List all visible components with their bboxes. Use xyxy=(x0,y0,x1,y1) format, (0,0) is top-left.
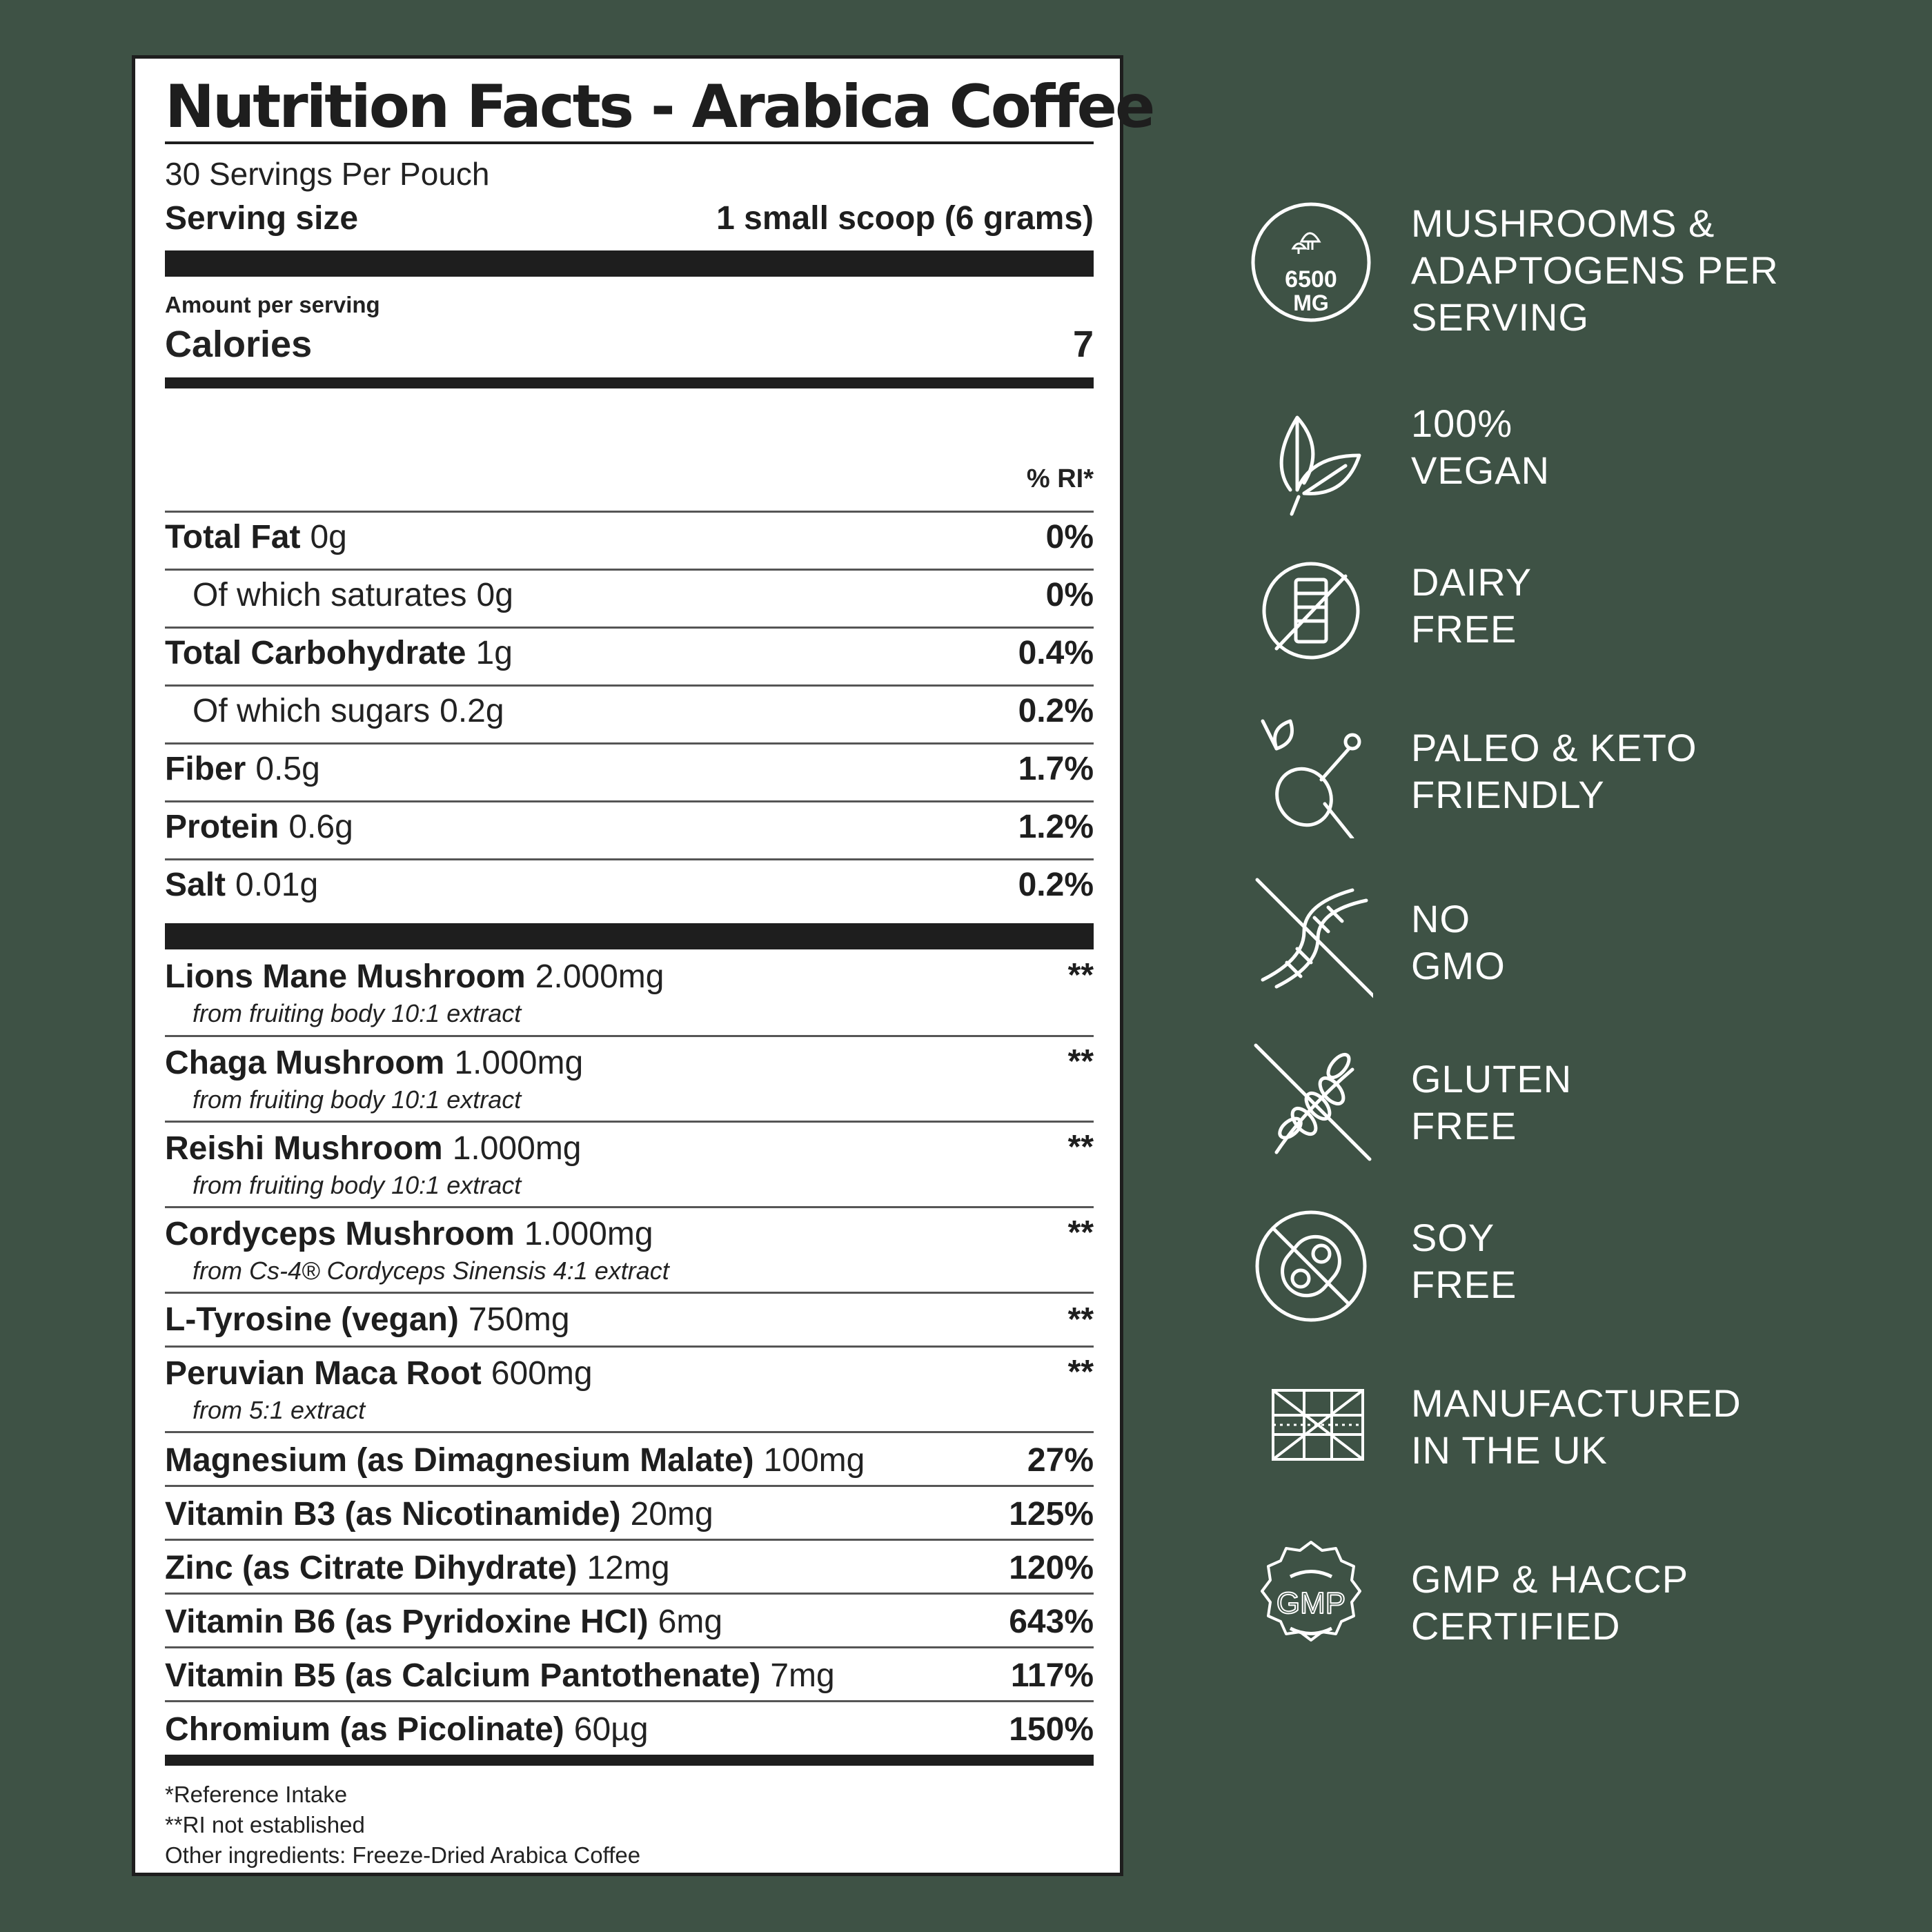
svg-text:6500: 6500 xyxy=(1285,266,1337,293)
feature-soy-free xyxy=(1249,1204,1870,1328)
feature-mushrooms xyxy=(1249,200,1870,339)
table-row xyxy=(165,1593,1094,1646)
svg-text:MG: MG xyxy=(1293,290,1329,315)
label-title: Nutrition Facts - Arabica Coffee xyxy=(165,72,1154,141)
no-dairy-icon xyxy=(1249,559,1373,683)
ingredient-ri: 150% xyxy=(1009,1711,1094,1748)
nutrient-name: Protein 0.6g xyxy=(165,809,353,845)
calories-value: 7 xyxy=(1072,324,1094,365)
nutrient-name: Total Fat 0g xyxy=(165,519,347,555)
ingredient-ri: 117% xyxy=(1010,1657,1094,1694)
nutrient-ri: 0% xyxy=(1045,519,1094,555)
mushroom-6500mg-badge-icon xyxy=(1249,200,1373,324)
table-row xyxy=(165,1485,1094,1539)
feature-manufactured-uk xyxy=(1249,1370,1870,1494)
uk-flag-icon xyxy=(1249,1370,1373,1494)
ri-header: % RI* xyxy=(1026,464,1094,493)
feature-dairy-free xyxy=(1249,559,1870,683)
nutrient-name: Fiber 0.5g xyxy=(165,751,320,787)
ingredient-name: L-Tyrosine (vegan) 750mg xyxy=(165,1301,570,1338)
table-row xyxy=(165,858,1094,916)
nutrient-name: Of which saturates 0g xyxy=(193,577,513,613)
ingredient-name: Vitamin B5 (as Calcium Pantothenate) 7mg xyxy=(165,1657,835,1694)
table-row xyxy=(165,742,1094,800)
feature-text: GLUTEN FREE xyxy=(1411,1057,1573,1147)
nutrient-name: Total Carbohydrate 1g xyxy=(165,635,513,671)
table-row xyxy=(165,1700,1094,1754)
table-row xyxy=(165,684,1094,742)
ingredient-name: Chromium (as Picolinate) 60µg xyxy=(165,1711,649,1748)
serving-size-value: 1 small scoop (6 grams) xyxy=(716,200,1094,237)
medium-divider xyxy=(165,377,1094,388)
ingredient-ri: ** xyxy=(1067,1214,1094,1251)
nutrient-ri: 0.2% xyxy=(1018,867,1094,903)
table-row xyxy=(165,1121,1094,1206)
nutrient-name: Salt 0.01g xyxy=(165,867,319,903)
feature-vegan xyxy=(1249,393,1870,518)
amount-per-serving: Amount per serving xyxy=(165,292,380,317)
table-row xyxy=(165,949,1094,1035)
nutrient-ri: 0.2% xyxy=(1018,693,1094,729)
ingredient-note: from 5:1 extract xyxy=(193,1396,366,1424)
feature-text: MUSHROOMS & ADAPTOGENS PER SERVING xyxy=(1411,201,1779,339)
feature-text: DAIRY FREE xyxy=(1411,560,1532,651)
feature-text: GMP & HACCP CERTIFIED xyxy=(1411,1557,1689,1648)
table-row xyxy=(165,800,1094,858)
table-row xyxy=(165,1035,1094,1121)
leaves-icon xyxy=(1249,393,1373,518)
gmp-seal-icon xyxy=(1249,1539,1373,1663)
table-row xyxy=(165,511,1094,569)
nutrient-ri: 0.4% xyxy=(1018,635,1094,671)
ingredient-ri: 125% xyxy=(1009,1496,1094,1532)
ingredient-note: from fruiting body 10:1 extract xyxy=(193,1085,522,1114)
no-soy-icon xyxy=(1249,1204,1373,1328)
ingredient-ri: ** xyxy=(1067,957,1094,994)
footnote-ri-not-established: **RI not established xyxy=(165,1812,365,1837)
no-wheat-icon xyxy=(1249,1038,1373,1163)
nutrient-ri: 0% xyxy=(1045,577,1094,613)
ingredient-ri: 643% xyxy=(1009,1604,1094,1640)
thick-divider xyxy=(165,250,1094,277)
nutrient-ri: 1.7% xyxy=(1018,751,1094,787)
ingredient-name: Reishi Mushroom 1.000mg xyxy=(165,1130,582,1167)
bottom-divider xyxy=(165,1755,1094,1766)
title-rule xyxy=(165,141,1094,144)
ingredient-name: Lions Mane Mushroom 2.000mg xyxy=(165,958,664,995)
table-row xyxy=(165,1431,1094,1485)
table-row xyxy=(165,1346,1094,1431)
table-row xyxy=(165,1646,1094,1700)
table-row xyxy=(165,569,1094,627)
footnote-reference-intake: *Reference Intake xyxy=(165,1782,348,1807)
ingredient-ri: ** xyxy=(1067,1301,1094,1338)
ingredient-name: Vitamin B3 (as Nicotinamide) 20mg xyxy=(165,1496,713,1532)
ingredient-ri: 27% xyxy=(1027,1442,1094,1479)
serving-size-label: Serving size xyxy=(165,200,359,237)
ingredient-ri: ** xyxy=(1067,1129,1094,1165)
feature-gluten-free xyxy=(1249,1038,1870,1163)
table-row xyxy=(165,1539,1094,1593)
ingredient-note: from fruiting body 10:1 extract xyxy=(193,1171,522,1199)
ingredient-name: Vitamin B6 (as Pyridoxine HCl) 6mg xyxy=(165,1604,723,1640)
nutrient-ri: 1.2% xyxy=(1018,809,1094,845)
no-dna-icon xyxy=(1249,876,1373,1000)
meat-leaf-icon xyxy=(1249,714,1373,838)
feature-text: NO GMO xyxy=(1411,897,1506,987)
ingredient-name: Peruvian Maca Root 600mg xyxy=(165,1355,593,1392)
table-row xyxy=(165,627,1094,684)
feature-paleo-keto xyxy=(1249,714,1870,838)
feature-no-gmo xyxy=(1249,876,1870,1000)
feature-gmp-haccp xyxy=(1249,1539,1870,1663)
ingredient-note: from Cs-4® Cordyceps Sinensis 4:1 extract xyxy=(193,1256,669,1285)
ingredient-ri: ** xyxy=(1067,1354,1094,1390)
thick-divider xyxy=(165,923,1094,949)
ingredient-name: Zinc (as Citrate Dihydrate) 12mg xyxy=(165,1550,670,1586)
table-row xyxy=(165,1206,1094,1292)
ingredient-ri: 120% xyxy=(1009,1550,1094,1586)
feature-text: PALEO & KETO FRIENDLY xyxy=(1411,726,1697,816)
ingredient-ri: ** xyxy=(1067,1043,1094,1080)
svg-text:GMP: GMP xyxy=(1276,1586,1346,1620)
calories-label: Calories xyxy=(165,324,313,365)
ingredient-note: from fruiting body 10:1 extract xyxy=(193,999,522,1027)
feature-text: 100% VEGAN xyxy=(1411,402,1550,492)
table-row xyxy=(165,1292,1094,1346)
ingredient-name: Cordyceps Mushroom 1.000mg xyxy=(165,1216,653,1252)
nutrient-name: Of which sugars 0.2g xyxy=(193,693,504,729)
servings-per-pouch: 30 Servings Per Pouch xyxy=(165,156,490,192)
ingredient-name: Magnesium (as Dimagnesium Malate) 100mg xyxy=(165,1442,865,1479)
nutrition-facts-panel xyxy=(132,55,1154,1876)
feature-text: SOY FREE xyxy=(1411,1216,1517,1306)
feature-text: MANUFACTURED IN THE UK xyxy=(1411,1381,1742,1472)
ingredient-name: Chaga Mushroom 1.000mg xyxy=(165,1045,584,1081)
other-ingredients: Other ingredients: Freeze-Dried Arabica Coffee xyxy=(165,1842,641,1868)
